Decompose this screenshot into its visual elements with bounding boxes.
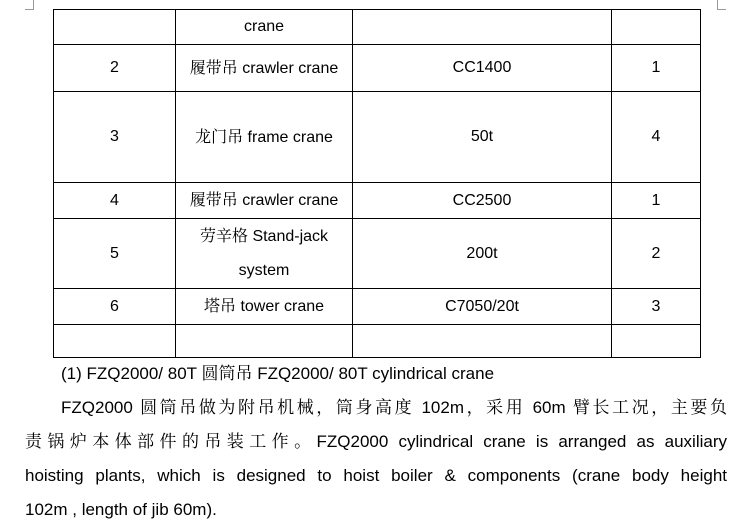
crane-name-zh: 龙门吊 — [195, 126, 244, 146]
page-corner-mark-right — [717, 0, 726, 10]
crane-model: C7050/20t — [353, 289, 612, 325]
crane-model: CC2500 — [353, 183, 612, 219]
crane-qty: 2 — [612, 219, 701, 289]
crane-qty: 3 — [612, 289, 701, 325]
crane-model: CC1400 — [353, 45, 612, 92]
crane-name — [176, 289, 353, 325]
body-line-3: hoisting plants, which is designed to hoist boiler & components (crane body height — [25, 466, 727, 485]
crane-qty: 1 — [612, 45, 701, 92]
crane-name-zh: 履带吊 — [189, 190, 238, 209]
crane-model — [353, 325, 612, 358]
crane-qty: 4 — [612, 92, 701, 183]
crane-qty — [612, 10, 701, 45]
table-row — [54, 10, 701, 45]
crane-name-line-2: system — [238, 262, 290, 279]
row-no: 5 — [54, 219, 176, 289]
table-row — [54, 45, 701, 92]
row-no: 2 — [54, 45, 176, 92]
crane-model — [353, 10, 612, 45]
section-body — [25, 391, 727, 527]
row-no: 6 — [54, 289, 176, 325]
table-row — [54, 92, 701, 183]
crane-name-line-1 — [176, 219, 352, 254]
table-row — [54, 219, 701, 289]
crane-name-en: tower crane — [240, 298, 325, 315]
crane-name-en: frame crane — [247, 128, 333, 146]
crane-name — [176, 92, 353, 183]
crane-name — [176, 45, 353, 92]
row-no: 4 — [54, 183, 176, 219]
row-no — [54, 325, 176, 358]
crane-name-zh: 劳辛格 — [199, 226, 248, 245]
crane-name — [176, 183, 353, 219]
body-line-1: FZQ2000 圆筒吊做为附吊机械，筒身高度 102m，采用 60m 臂长工况，主要负 — [61, 398, 727, 417]
crane-name: crane — [176, 10, 353, 45]
crane-qty: 1 — [612, 183, 701, 219]
crane-name-en: crawler crane — [242, 59, 339, 77]
table-row — [54, 325, 701, 358]
table-row — [54, 183, 701, 219]
crane-name — [176, 325, 353, 358]
crane-name — [176, 219, 353, 289]
row-no: 3 — [54, 92, 176, 183]
body-line-4: 102m , length of jib 60m). — [25, 500, 217, 519]
page-corner-mark-left — [25, 0, 34, 10]
crane-model: 50t — [353, 92, 612, 183]
body-line-2: 责锅炉本体部件的吊装工作。FZQ2000 cylindrical crane is arranged as auxiliary — [25, 432, 727, 451]
row-no — [54, 10, 176, 45]
table-row — [54, 289, 701, 325]
crane-model: 200t — [353, 219, 612, 289]
section-heading: (1) FZQ2000/ 80T 圆筒吊 FZQ2000/ 80T cylindrical crane — [61, 364, 495, 383]
crane-name-en: Stand-jack — [252, 228, 329, 245]
crane-qty — [612, 325, 701, 358]
crane-table — [53, 9, 701, 358]
crane-name-zh: 塔吊 — [203, 296, 236, 315]
crane-name-zh: 履带吊 — [189, 57, 238, 77]
crane-name-en: crawler crane — [242, 192, 339, 209]
